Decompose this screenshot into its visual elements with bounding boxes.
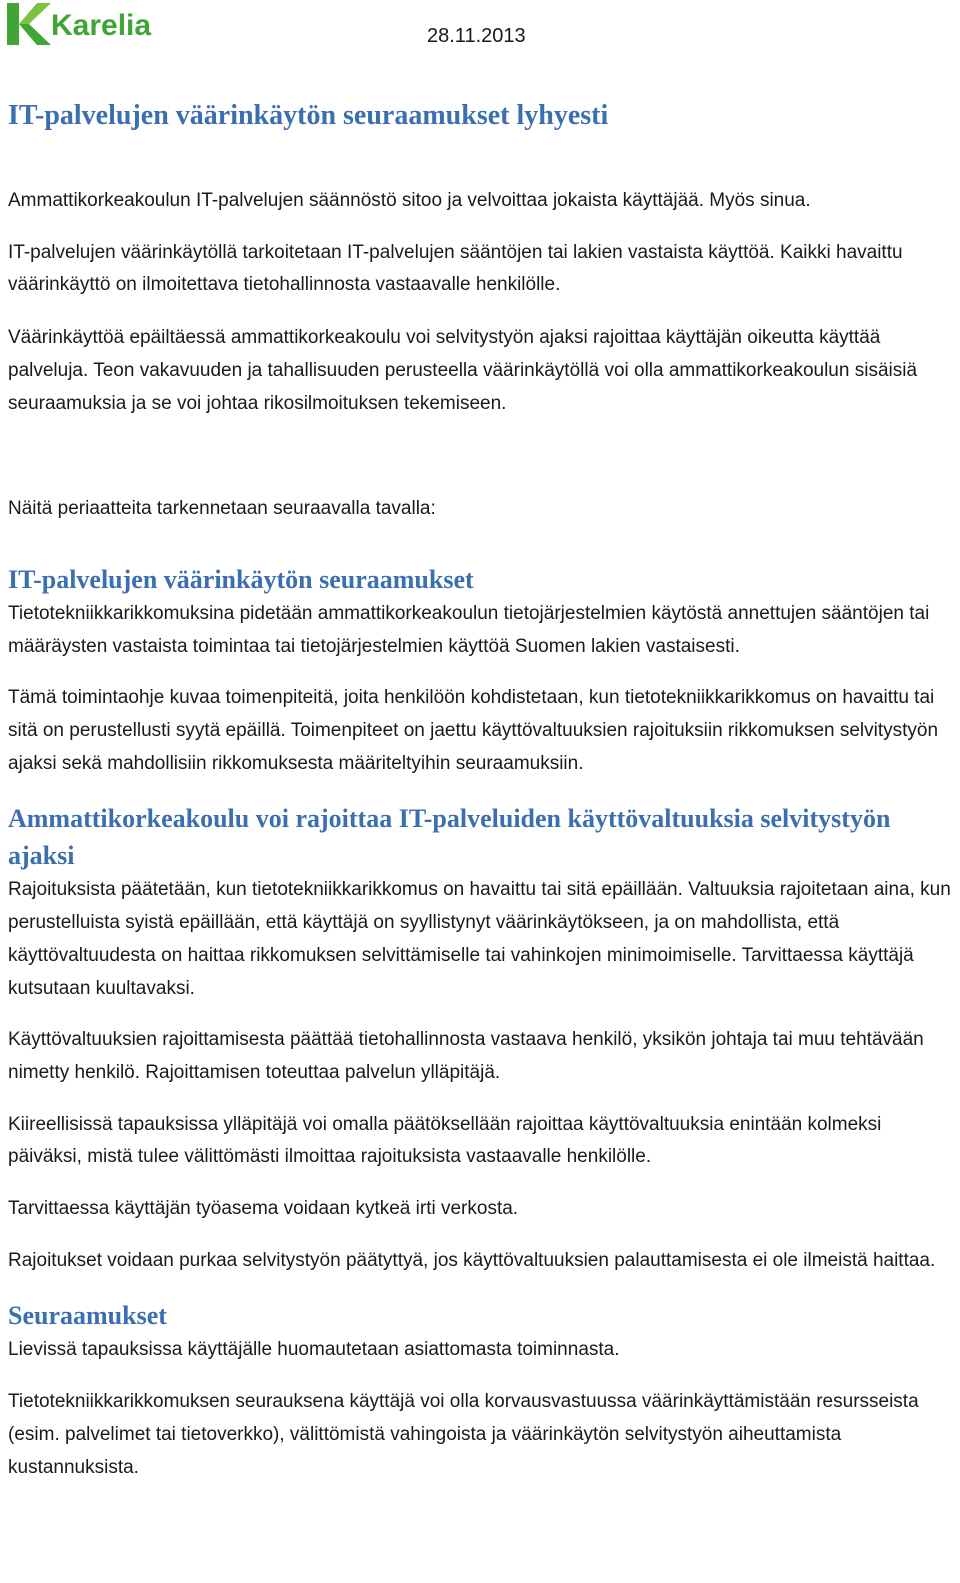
section-heading-rajoitukset: Ammattikorkeakoulu voi rajoittaa IT-palveluiden käyttövaltuuksia selvitystyön ajaksi	[8, 804, 891, 871]
intro-paragraph-2: IT-palvelujen väärinkäytöllä tarkoitetaan IT-palvelujen sääntöjen tai lakien vastaista käyttöä. Kaikki havaittu väärinkäyttö on ilmoitettava tietohallinnosta vastaavalle henkilölle.	[8, 241, 903, 296]
document-body	[8, 98, 953, 1484]
section-heading-seuraamukset: Seuraamukset	[8, 1301, 167, 1331]
section2-paragraph-4: Tarvittaessa käyttäjän työasema voidaan kytkeä irti verkosta.	[8, 1198, 519, 1220]
section3-paragraph-1: Lievissä tapauksissa käyttäjälle huomautetaan asiattomasta toiminnasta.	[8, 1339, 620, 1361]
document-date: 28.11.2013	[427, 25, 526, 47]
section-heading-seuraamukset-intro: IT-palvelujen väärinkäytön seuraamukset	[8, 564, 474, 594]
intro-paragraph-3: Väärinkäyttöä epäiltäessä ammattikorkeakoulu voi selvitystyön ajaksi rajoittaa käyttäjän oikeutta käyttää palveluja. Teon vakavuuden ja tahallisuuden perusteella väärinkäytöllä voi olla ammattikorkeakoulun sisäisiä seuraamuksia ja se voi johtaa rikosilmoituksen tekemiseen.	[8, 327, 918, 414]
section2-paragraph-3: Kiireellisissä tapauksissa ylläpitäjä voi omalla päätöksellään rajoittaa käyttövaltuuksia enintään kolmeksi päiväksi, mistä tulee välittömästi ilmoittaa rajoituksista vastaavalle henkilölle.	[8, 1113, 882, 1168]
section2-paragraph-1: Rajoituksista päätetään, kun tietotekniikkarikkomus on havaittu tai sitä epäillään. Valtuuksia rajoitetaan aina, kun perustelluista syistä epäillään, että käyttäjä on syyllistynyt väärinkäytökseen, ja on mahdollista, että käyttövaltuudesta on haittaa rikkomuksen selvittämiselle tai vahinkojen minimoimiselle. Tarvittaessa käyttäjä kutsutaan kuultavaksi.	[8, 879, 951, 999]
intro-paragraph-1: Ammattikorkeakoulun IT-palvelujen säännöstö sitoo ja velvoittaa jokaista käyttäjää. Myös sinua.	[8, 190, 811, 211]
section2-paragraph-5: Rajoitukset voidaan purkaa selvitystyön päätyttyä, jos käyttövaltuuksien palauttamisesta ei ole ilmeistä haittaa.	[8, 1249, 936, 1271]
section2-paragraph-2: Käyttövaltuuksien rajoittamisesta päättää tietohallinnosta vastaava henkilö, yksikön johtaja tai muu tehtävään nimetty henkilö. Rajoittamisen toteuttaa palvelun ylläpitäjä.	[8, 1029, 924, 1083]
section1-paragraph-1: Tietotekniikkarikkomuksina pidetään ammattikorkeakoulun tietojärjestelmien käytöstä annettujen sääntöjen tai määräysten vastaista toimintaa tai tietojärjestelmien käyttöä Suomen lakien vastaisesti.	[8, 602, 930, 657]
karelia-logo	[7, 3, 177, 45]
logo-k-mark-icon	[7, 3, 51, 45]
document-title: IT-palvelujen väärinkäytön seuraamukset lyhyesti	[8, 100, 609, 131]
section3-paragraph-2: Tietotekniikkarikkomuksen seurauksena käyttäjä voi olla korvausvastuussa väärinkäyttämistään resursseista (esim. palvelimet tai tietoverkko), välittömistä vahingoista ja väärinkäytön selvitystyön aiheuttamista kustannuksista.	[8, 1391, 919, 1478]
logo-text: Karelia	[51, 9, 152, 42]
intro-paragraph-4: Näitä periaatteita tarkennetaan seuraavalla tavalla:	[8, 498, 436, 520]
section1-paragraph-2: Tämä toimintaohje kuvaa toimenpiteitä, joita henkilöön kohdistetaan, kun tietotekniikkarikkomus on havaittu tai sitä on perustellusti syytä epäillä. Toimenpiteet on jaettu käyttövaltuuksien rajoituksiin rikkomuksen selvitystyön ajaksi sekä mahdollisiin rikkomuksesta määriteltyihin seuraamuksiin.	[8, 687, 939, 774]
